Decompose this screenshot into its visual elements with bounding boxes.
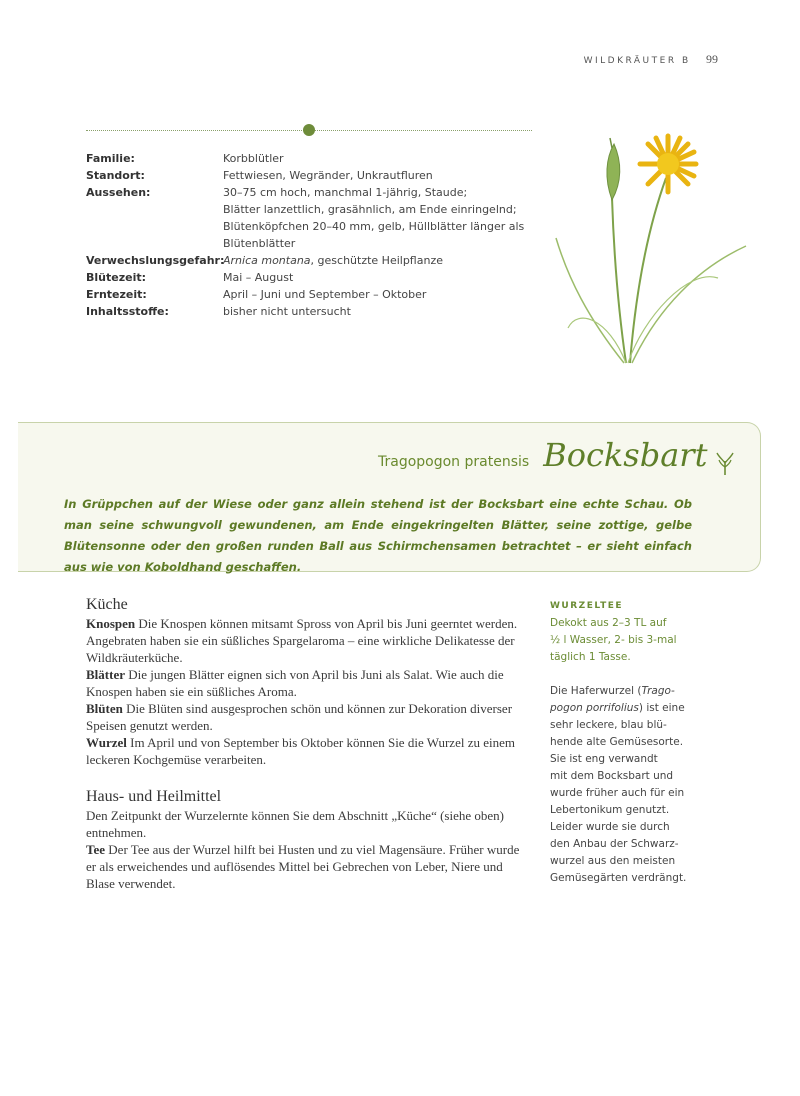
fact-value <box>223 184 546 252</box>
recipe-line: Dekokt aus 2–3 TL auf <box>550 617 667 629</box>
paragraph-leaves <box>86 666 530 700</box>
term: Tee <box>86 842 106 857</box>
term-text: Im April und von September bis Oktober können Sie die Wurzel zu einem leckeren Kochgemüse verarbeiten. <box>86 735 515 767</box>
fact-label: Verwechslungsgefahr: <box>86 254 225 267</box>
fact-label: Inhaltsstoffe: <box>86 305 169 318</box>
fact-row-appearance <box>86 184 546 252</box>
goatsbeard-illustration <box>548 118 758 366</box>
fact-label: Aussehen: <box>86 186 151 199</box>
fact-row-ingredients <box>86 303 546 320</box>
fact-row-confusion <box>86 252 546 269</box>
fact-value-line: Blütenblätter <box>223 237 296 250</box>
plant-title <box>378 436 707 474</box>
fact-value-rest: , geschützte Heilpflanze <box>310 254 443 267</box>
fact-label: Standort: <box>86 169 145 182</box>
note-text: Die Haferwurzel ( <box>550 685 642 697</box>
latin-name: Tragopogon pratensis <box>378 454 530 470</box>
paragraph-remedies-intro: Den Zeitpunkt der Wurzelernte können Sie dem Abschnitt „Küche“ (siehe oben) entnehmen. <box>86 808 504 840</box>
intro-text: In Grüppchen auf der Wiese oder ganz allein stehend ist der Bocksbart eine echte Schau. Ob man seine schwungvoll gewundenen, am Ende eingekringelten Blätter, seine zottige, gelbe Blütensonne oder den großen runden Ball aus Schirmchensamen betrachtet – er sieht einfach aus wie von Koboldhand geschaffen. <box>64 497 692 574</box>
term: Wurzel <box>86 735 127 750</box>
divider-ornament-icon <box>303 124 315 136</box>
running-header <box>584 52 718 67</box>
term-text: Die Blüten sind ausgesprochen schön und können zur Dekoration diverser Speisen genutzt werden. <box>86 701 513 733</box>
note-line: Sie ist eng verwandt <box>550 753 658 765</box>
note-line <box>550 683 698 700</box>
fact-label: Blütezeit: <box>86 271 146 284</box>
fact-label: Erntezeit: <box>86 288 147 301</box>
note-line: mit dem Bocksbart und <box>550 770 674 782</box>
fact-row-harvest <box>86 286 546 303</box>
recipe-line: ½ l Wasser, 2- bis 3-mal <box>550 634 677 646</box>
fact-value <box>223 252 546 269</box>
flower-head <box>640 136 696 192</box>
fact-row-location <box>86 167 546 184</box>
note-text: ) ist eine <box>638 702 685 714</box>
note-latin: pogon porrifolius <box>550 702 639 714</box>
recipe-line: täglich 1 Tasse. <box>550 651 631 663</box>
note-line <box>550 700 698 717</box>
paragraph-flowers <box>86 700 530 734</box>
term-text: Die Knospen können mitsamt Spross von April bis Juni geerntet werden. Angebraten haben sie ein süßliches Spargelaroma – eine wirkliche Delikatesse der Wildkräuterküche. <box>86 616 518 665</box>
sidebar-note <box>550 683 698 887</box>
sidebar <box>550 598 698 887</box>
latin-name: Arnica montana <box>223 254 311 267</box>
note-latin: Trago- <box>641 685 675 697</box>
sidebar-recipe <box>550 615 698 666</box>
sidebar-title: WURZELTEE <box>550 601 624 611</box>
section-heading-kitchen: Küche <box>86 596 128 613</box>
fact-value: bisher nicht untersucht <box>223 305 351 318</box>
note-line: den Anbau der Schwarz- <box>550 838 679 850</box>
note-line: sehr leckere, blau blü- <box>550 719 667 731</box>
note-line: Leider wurde sie durch <box>550 821 670 833</box>
fact-value-line: Blütenköpfchen 20–40 mm, gelb, Hüllblätter länger als <box>223 220 525 233</box>
term: Blätter <box>86 667 125 682</box>
term-text: Der Tee aus der Wurzel hilft bei Husten und zu viel Magensäure. Früher wurde er als erweichendes und auflösendes Mittel bei Gebrechen von Leber, Niere und Blase verwendet. <box>86 842 520 891</box>
term: Blüten <box>86 701 123 716</box>
paragraph-buds <box>86 615 530 666</box>
note-line: wurzel aus den meisten <box>550 855 676 867</box>
paragraph-root <box>86 734 530 768</box>
term-text: Die jungen Blätter eignen sich von April bis Juni als Salat. Wie auch die Knospen haben sie ein süßliches Aroma. <box>86 667 504 699</box>
term: Knospen <box>86 616 136 631</box>
page-number: 99 <box>706 52 718 66</box>
note-line: Gemüsegärten verdrängt. <box>550 872 687 884</box>
fact-row-family <box>86 150 546 167</box>
note-line: Lebertonikum genutzt. <box>550 804 670 816</box>
fact-table <box>86 150 546 320</box>
section-title: WILDKRÄUTER B <box>583 56 691 66</box>
fact-value: Mai – August <box>223 271 294 284</box>
fact-value-line: 30–75 cm hoch, manchmal 1-jährig, Staude; <box>223 186 468 199</box>
note-line: hende alte Gemüsesorte. <box>550 736 684 748</box>
main-column <box>86 596 530 892</box>
fact-value: Korbblütler <box>223 152 284 165</box>
section-heading-remedies: Haus- und Heilmittel <box>86 788 222 805</box>
fact-label: Familie: <box>86 152 135 165</box>
common-name: Bocksbart <box>543 436 708 474</box>
paragraph-tea <box>86 841 530 892</box>
fact-row-bloom <box>86 269 546 286</box>
fact-value-line: Blätter lanzettlich, grasähnlich, am Ende einringelnd; <box>223 203 517 216</box>
grass-sprig-icon <box>716 451 734 475</box>
fact-value: April – Juni und September – Oktober <box>223 288 427 301</box>
fact-value: Fettwiesen, Wegränder, Unkrautfluren <box>223 169 433 182</box>
note-line: wurde früher auch für ein <box>550 787 685 799</box>
